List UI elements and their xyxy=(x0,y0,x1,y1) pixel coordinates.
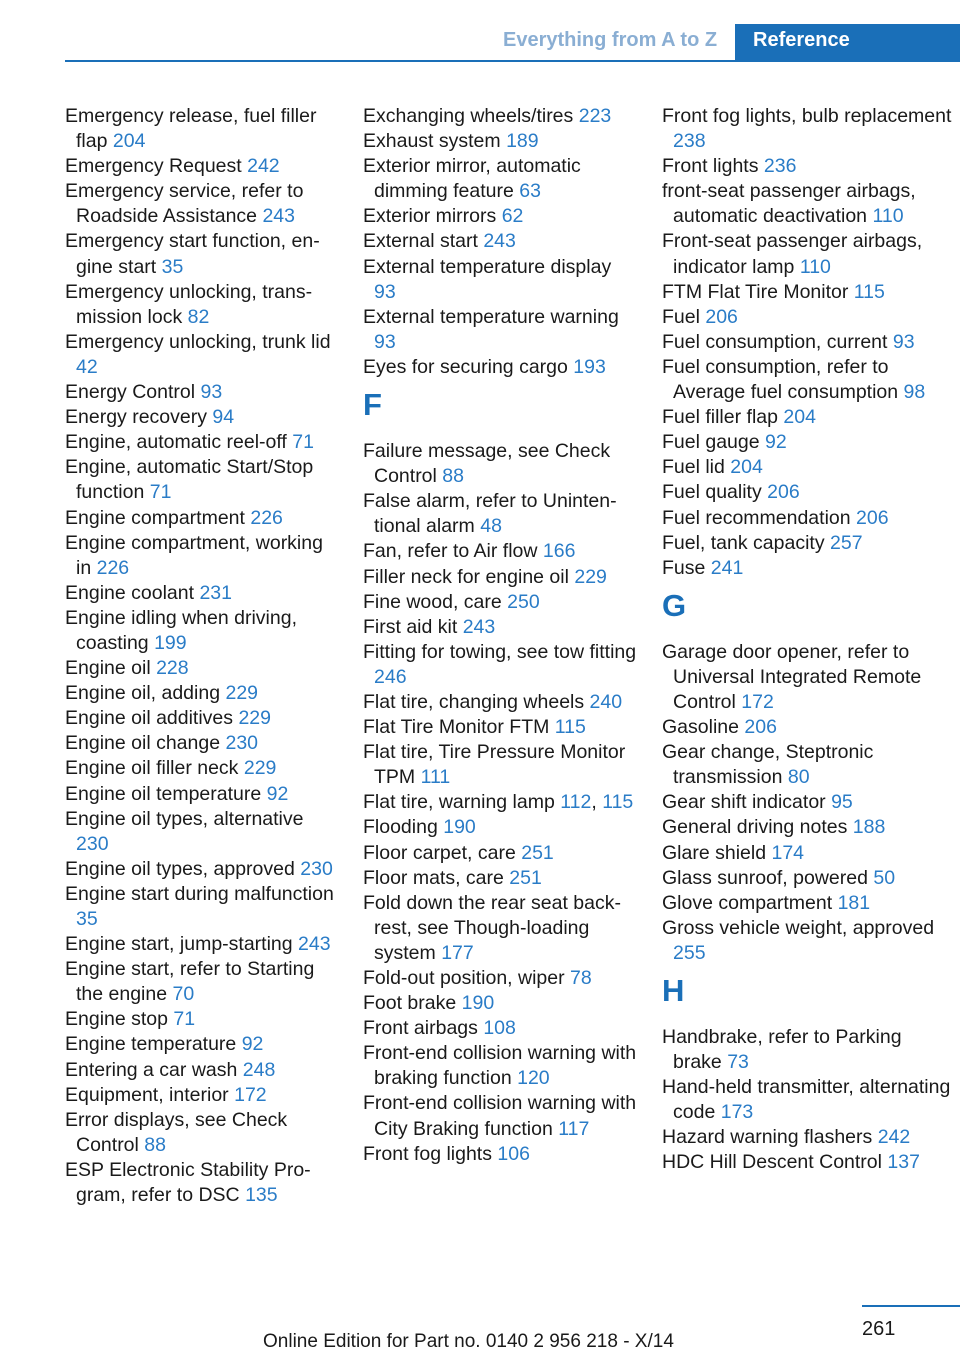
index-entry xyxy=(65,1058,340,1083)
index-term: Fitting for towing, see tow fitting xyxy=(363,640,637,663)
index-term: Engine oil types, approved xyxy=(65,857,295,880)
page-reference-link[interactable]: 206 xyxy=(744,716,777,739)
index-entry xyxy=(662,179,952,229)
index-entry xyxy=(65,782,340,807)
page-reference-link[interactable]: 95 xyxy=(831,791,853,814)
page-reference-link[interactable]: 88 xyxy=(144,1133,166,1156)
page-reference-link[interactable]: 238 xyxy=(673,130,706,153)
page-reference-link[interactable]: 229 xyxy=(243,757,277,780)
page-reference-link[interactable]: 204 xyxy=(783,406,816,429)
page-reference-link[interactable]: 251 xyxy=(521,841,554,864)
index-entry xyxy=(65,405,340,430)
page-reference-link[interactable]: 50 xyxy=(873,866,896,889)
page-reference-link[interactable]: 177 xyxy=(441,941,474,964)
index-term: Engine oil xyxy=(65,657,151,680)
index-entry xyxy=(363,1091,638,1141)
index-entry xyxy=(65,104,340,154)
index-entry xyxy=(662,891,952,916)
page-reference-link[interactable]: 166 xyxy=(542,540,576,563)
index-entry xyxy=(65,857,340,882)
page-reference-link[interactable]: 35 xyxy=(161,255,184,278)
index-term: External temperature display xyxy=(363,255,612,278)
page-reference-link[interactable]: 110 xyxy=(872,205,904,228)
index-term: Flat Tire Monitor FTM xyxy=(363,716,550,739)
index-entry xyxy=(662,1075,952,1125)
page-reference-link[interactable]: 242 xyxy=(877,1126,911,1149)
index-term: Fuel gauge xyxy=(662,431,760,454)
index-entry xyxy=(363,991,638,1016)
index-entry xyxy=(65,1032,340,1057)
page-reference-link[interactable]: 92 xyxy=(266,782,289,805)
index-term: Entering a car wash xyxy=(65,1058,238,1081)
index-term: Glare shield xyxy=(662,841,767,864)
footer-rule xyxy=(862,1305,960,1307)
index-entry xyxy=(363,841,638,866)
page-reference-link[interactable]: 137 xyxy=(887,1151,920,1174)
index-entry xyxy=(662,506,952,531)
page-reference-link[interactable]: 172 xyxy=(741,690,774,713)
page-reference-link[interactable]: 204 xyxy=(112,130,146,153)
index-entry xyxy=(662,480,952,505)
index-term: Front fog lights, bulb replacement xyxy=(662,105,952,127)
index-entry xyxy=(363,229,638,254)
index-letter-heading: H xyxy=(662,973,685,1008)
index-term: Eyes for securing cargo xyxy=(363,355,568,378)
index-term: Engine idling when driving, coasting xyxy=(65,606,297,654)
index-entry xyxy=(363,690,638,715)
index-column-1 xyxy=(65,104,340,1208)
index-term: Flat tire, warning lamp xyxy=(363,791,555,814)
index-entry xyxy=(662,430,952,455)
page-reference-link[interactable]: 115 xyxy=(554,716,586,739)
index-term: Fuel, tank capacity xyxy=(662,531,825,554)
index-entry xyxy=(65,731,340,756)
index-term: Exterior mirror, automatic dimming feature xyxy=(363,155,581,203)
index-term: Floor mats, care xyxy=(363,866,504,889)
index-entry xyxy=(65,154,340,179)
index-entry xyxy=(662,740,952,790)
page-reference-link[interactable]: 71 xyxy=(292,431,314,454)
page-reference-link[interactable]: 172 xyxy=(234,1083,267,1106)
page-reference-link[interactable]: 111 xyxy=(420,766,451,789)
index-entry xyxy=(65,882,340,932)
page-reference-link[interactable]: 115 xyxy=(602,791,634,814)
index-entry xyxy=(65,606,340,656)
index-term: Exterior mirrors xyxy=(363,205,497,228)
index-entry xyxy=(65,656,340,681)
page-reference-link[interactable]: 92 xyxy=(765,431,787,454)
page-reference-link[interactable]: 204 xyxy=(730,456,763,479)
index-term: Exhaust system xyxy=(363,130,501,153)
index-term: Emergency unlocking, transmission lock xyxy=(65,280,313,328)
index-entry xyxy=(662,715,952,740)
index-entry xyxy=(65,1108,340,1158)
page-reference-link[interactable]: 240 xyxy=(589,690,623,713)
index-entry xyxy=(65,330,340,380)
edition-footer: Online Edition for Part no. 0140 2 956 218 - X/14 xyxy=(263,1331,674,1352)
index-term: Engine start, jump-starting xyxy=(65,933,293,956)
index-term: Front-end collision warning with braking function xyxy=(363,1042,637,1090)
page-reference-link[interactable]: 230 xyxy=(76,832,109,855)
page-reference-link[interactable]: 106 xyxy=(497,1142,530,1165)
index-entry xyxy=(65,229,340,279)
index-term: Engine oil filler neck xyxy=(65,757,239,780)
index-entry xyxy=(662,531,952,556)
index-entry xyxy=(662,305,952,330)
index-entry xyxy=(363,740,638,790)
index-entry xyxy=(65,581,340,606)
index-entry xyxy=(65,506,340,531)
index-entry xyxy=(363,590,638,615)
index-entry xyxy=(662,841,952,866)
index-term: Engine compartment, working in xyxy=(65,531,323,579)
page-reference-link[interactable]: 80 xyxy=(787,766,810,789)
index-entry xyxy=(363,154,638,204)
page-reference-link[interactable]: 243 xyxy=(462,615,496,638)
index-term: General driving notes xyxy=(662,816,848,839)
page-reference-link[interactable]: 206 xyxy=(767,481,800,504)
page-reference-link[interactable]: 117 xyxy=(558,1117,590,1140)
index-entry xyxy=(65,1083,340,1108)
index-term: Glass sunroof, powered xyxy=(662,866,868,889)
index-entry xyxy=(662,815,952,840)
index-entry xyxy=(363,891,638,966)
index-entry xyxy=(662,104,952,154)
page-reference-link[interactable]: 112 xyxy=(560,791,592,814)
index-entry xyxy=(363,866,638,891)
page-reference-link[interactable]: 88 xyxy=(442,465,464,488)
page-reference-link[interactable]: 108 xyxy=(483,1017,516,1040)
page-reference-link[interactable]: 93 xyxy=(892,330,915,353)
index-term: Fuel consumption, current xyxy=(662,330,888,353)
index-term: Gasoline xyxy=(662,716,739,739)
index-term: FTM Flat Tire Monitor xyxy=(662,280,849,303)
index-letter-heading: G xyxy=(662,587,687,623)
index-term: Fine wood, care xyxy=(363,590,502,613)
index-entry xyxy=(65,957,340,1007)
index-entry xyxy=(662,405,952,430)
page-reference-link[interactable]: 226 xyxy=(96,556,130,579)
index-term: Front lights xyxy=(662,155,759,178)
index-entry xyxy=(662,455,952,480)
page-reference-link[interactable]: 70 xyxy=(172,983,195,1006)
index-entry xyxy=(65,380,340,405)
index-term: Fuel xyxy=(662,305,700,328)
index-term: Energy recovery xyxy=(65,406,207,429)
index-term: Fuel filler flap xyxy=(662,406,778,429)
page-reference-link[interactable]: 71 xyxy=(173,1008,196,1031)
index-term: ESP Electronic Stability Program, refer to DSC xyxy=(65,1158,311,1207)
page-reference-link[interactable]: 230 xyxy=(225,732,259,755)
index-letter-heading: F xyxy=(363,387,382,423)
index-term: Engine temperature xyxy=(65,1033,237,1056)
page-reference-link[interactable]: 248 xyxy=(242,1058,276,1081)
page-reference-link[interactable]: 93 xyxy=(200,381,223,404)
index-term: Floor carpet, care xyxy=(363,841,516,864)
page-reference-link[interactable]: 223 xyxy=(578,105,612,127)
page-reference-link[interactable]: 135 xyxy=(245,1184,278,1207)
page-reference-link[interactable]: 48 xyxy=(480,515,502,538)
page-reference-link[interactable]: 190 xyxy=(443,816,476,839)
page-reference-link[interactable]: 78 xyxy=(570,967,592,989)
index-entry xyxy=(363,129,638,154)
index-term: Engine oil additives xyxy=(65,707,234,730)
index-entry xyxy=(65,932,340,957)
page-reference-link[interactable]: 206 xyxy=(856,506,889,529)
index-term: First aid kit xyxy=(363,615,458,638)
index-term: Front-seat passenger airbags, indicator lamp xyxy=(662,230,923,278)
index-term: Emergency service, refer to Roadside Assistance xyxy=(65,180,304,228)
index-entry xyxy=(363,355,638,380)
index-entry xyxy=(363,439,638,489)
index-term: Emergency Request xyxy=(65,155,242,178)
page-reference-link[interactable]: 82 xyxy=(187,305,210,328)
index-term: Flooding xyxy=(363,816,438,839)
page-reference-link[interactable]: 94 xyxy=(212,406,235,429)
index-term: Garage door opener, refer to Universal Integrated Remote Control xyxy=(662,640,922,713)
page-reference-link[interactable]: 231 xyxy=(199,581,232,604)
index-entry xyxy=(662,556,952,581)
index-entry xyxy=(65,179,340,229)
page-reference-link[interactable]: 243 xyxy=(298,933,331,956)
index-term: Failure message, see Check Control xyxy=(363,440,611,488)
index-term: Fold-out position, wiper xyxy=(363,967,565,989)
index-term: Engine oil types, alternative xyxy=(65,807,304,830)
index-term: Engine compartment xyxy=(65,506,245,529)
page-reference-link[interactable]: 257 xyxy=(830,531,863,554)
page-reference-link[interactable]: 193 xyxy=(573,355,606,378)
index-entry xyxy=(65,280,340,330)
index-entry xyxy=(363,305,638,355)
page-reference-link[interactable]: 226 xyxy=(250,506,283,529)
page-reference-link[interactable]: 110 xyxy=(799,255,831,278)
page-reference-link[interactable]: 199 xyxy=(154,631,187,654)
index-entry xyxy=(662,355,952,405)
index-term: Flat tire, changing wheels xyxy=(363,690,585,713)
page-reference-link[interactable]: 188 xyxy=(852,816,886,839)
page-reference-link[interactable]: 35 xyxy=(76,908,98,930)
page-reference-link[interactable]: 229 xyxy=(238,707,271,730)
page-reference-link[interactable]: 98 xyxy=(903,381,926,404)
index-term: False alarm, refer to Unintentional alarm xyxy=(363,490,617,538)
page-reference-link[interactable]: 243 xyxy=(483,230,516,253)
index-term: Emergency unlocking, trunk lid xyxy=(65,330,331,353)
index-entry xyxy=(662,790,952,815)
index-term: Fan, refer to Air flow xyxy=(363,540,538,563)
index-entry: Flat tire, warning lamp 112, 115 xyxy=(363,791,634,814)
page-reference-link[interactable]: 92 xyxy=(241,1033,264,1056)
index-entry xyxy=(65,706,340,731)
index-term: Engine coolant xyxy=(65,581,195,604)
index-term: Engine stop xyxy=(65,1008,168,1031)
index-entry xyxy=(65,1158,340,1208)
index-term: Fuel lid xyxy=(662,456,725,479)
page-reference-link[interactable]: 62 xyxy=(501,205,524,228)
page-reference-link[interactable]: 255 xyxy=(673,941,706,964)
index-term: Engine, automatic Start/Stop function xyxy=(65,456,314,504)
index-entry xyxy=(662,1150,952,1175)
page-reference-link[interactable]: 206 xyxy=(705,305,738,328)
index-term: Emergency start function, engine start xyxy=(65,230,320,278)
index-term: Fuel quality xyxy=(662,481,762,504)
index-entry xyxy=(363,489,638,539)
index-entry xyxy=(662,1125,952,1150)
index-entry xyxy=(363,565,638,590)
index-term: Hazard warning flashers xyxy=(662,1126,873,1149)
index-term: Foot brake xyxy=(363,992,457,1015)
index-entry xyxy=(662,229,952,279)
index-term: Flat tire, Tire Pressure Monitor TPM xyxy=(363,741,626,789)
index-entry xyxy=(363,640,638,690)
index-entry xyxy=(65,681,340,706)
page-reference-link[interactable]: 189 xyxy=(506,130,539,153)
index-entry xyxy=(363,539,638,564)
index-entry xyxy=(363,104,638,129)
index-term: Fuse xyxy=(662,556,706,579)
index-term: Handbrake, refer to Parking brake xyxy=(662,1026,902,1074)
index-entry xyxy=(662,154,952,179)
index-entry xyxy=(363,255,638,305)
index-entry xyxy=(363,715,638,740)
header-section-title: Everything from A to Z xyxy=(503,29,718,51)
index-term: Front fog lights xyxy=(363,1142,492,1165)
index-entry xyxy=(65,455,340,505)
page-reference-link[interactable]: 228 xyxy=(156,657,189,680)
index-column-2 xyxy=(363,104,638,1167)
index-entry xyxy=(363,204,638,229)
index-entry xyxy=(662,916,952,966)
index-term: Gear shift indicator xyxy=(662,791,826,814)
index-term: External start xyxy=(363,230,478,253)
index-entry xyxy=(662,1025,952,1075)
page-reference-link[interactable]: 241 xyxy=(710,556,744,579)
index-term: Error displays, see Check Control xyxy=(65,1108,288,1156)
index-term: Engine start during malfunction xyxy=(65,882,334,905)
index-column-3 xyxy=(662,104,952,1176)
page-reference-link[interactable]: 63 xyxy=(519,180,541,203)
index-term: Equipment, interior xyxy=(65,1083,229,1106)
index-term: Gear change, Steptronic transmission xyxy=(662,741,874,789)
index-term: External temperature warning xyxy=(363,305,619,328)
page-reference-link[interactable]: 93 xyxy=(374,280,396,303)
index-term: Engine, automatic reel-off xyxy=(65,431,287,454)
index-term: Front-end collision warning with City Braking function xyxy=(363,1092,637,1140)
index-term: HDC Hill Descent Control xyxy=(662,1151,882,1174)
page-reference-link[interactable]: 251 xyxy=(509,866,542,889)
index-term: Gross vehicle weight, approved xyxy=(662,916,935,939)
index-term: Fuel consumption, refer to Average fuel consumption xyxy=(662,355,899,404)
page-reference-link[interactable]: 42 xyxy=(76,355,98,378)
index-term: Glove compartment xyxy=(662,891,833,914)
index-term: Exchanging wheels/tires xyxy=(363,105,574,127)
index-term: Engine start, refer to Starting the engine xyxy=(65,958,315,1006)
index-entry xyxy=(662,330,952,355)
page-number: 261 xyxy=(862,1318,896,1340)
index-term: Engine oil change xyxy=(65,732,221,755)
page-reference-link[interactable]: 229 xyxy=(574,565,607,588)
page-reference-link[interactable]: 93 xyxy=(374,330,396,353)
index-entry xyxy=(363,966,638,991)
index-term: Engine oil, adding xyxy=(65,682,221,705)
index-term: Energy Control xyxy=(65,381,196,404)
index-entry xyxy=(65,531,340,581)
index-entry xyxy=(65,1007,340,1032)
page-reference-link[interactable]: 173 xyxy=(720,1101,754,1124)
page-reference-link[interactable]: 246 xyxy=(374,665,407,688)
page-reference-link[interactable]: 190 xyxy=(461,992,495,1015)
page-reference-link[interactable]: 73 xyxy=(727,1051,749,1074)
index-term: Emergency release, fuel filler flap xyxy=(65,105,317,153)
index-term: Fuel recommendation xyxy=(662,506,851,529)
page-reference-link[interactable]: 71 xyxy=(149,481,172,504)
page-reference-link[interactable]: 242 xyxy=(247,155,280,178)
page-reference-link[interactable]: 250 xyxy=(507,590,540,613)
page-reference-link[interactable]: 120 xyxy=(517,1067,550,1090)
index-term: Fold down the rear seat backrest, see Though-loading system xyxy=(363,891,621,964)
index-term: Filler neck for engine oil xyxy=(363,565,569,588)
page-reference-link[interactable]: 236 xyxy=(763,155,797,178)
page-reference-link[interactable]: 243 xyxy=(262,205,295,228)
index-entry xyxy=(65,807,340,857)
index-entry xyxy=(662,640,952,715)
index-entry xyxy=(363,1142,638,1167)
page-reference-link[interactable]: 181 xyxy=(837,891,871,914)
page-reference-link[interactable]: 229 xyxy=(225,682,259,705)
index-entry xyxy=(363,615,638,640)
page-reference-link[interactable]: 174 xyxy=(771,841,805,864)
index-entry xyxy=(662,866,952,891)
index-entry xyxy=(662,280,952,305)
index-entry xyxy=(65,756,340,781)
index-entry xyxy=(363,815,638,840)
header-reference-tab[interactable]: Reference xyxy=(735,24,960,62)
index-term: Engine oil temperature xyxy=(65,782,262,805)
index-entry xyxy=(65,430,340,455)
index-term: Hand-held transmitter, alternating code xyxy=(662,1076,951,1124)
index-term: Front airbags xyxy=(363,1017,478,1040)
index-term: front-seat passenger airbags, automatic deactivation xyxy=(662,180,916,228)
page-reference-link[interactable]: 115 xyxy=(853,280,885,303)
index-entry xyxy=(363,1016,638,1041)
index-entry xyxy=(363,1041,638,1091)
page-reference-link[interactable]: 230 xyxy=(300,857,333,880)
